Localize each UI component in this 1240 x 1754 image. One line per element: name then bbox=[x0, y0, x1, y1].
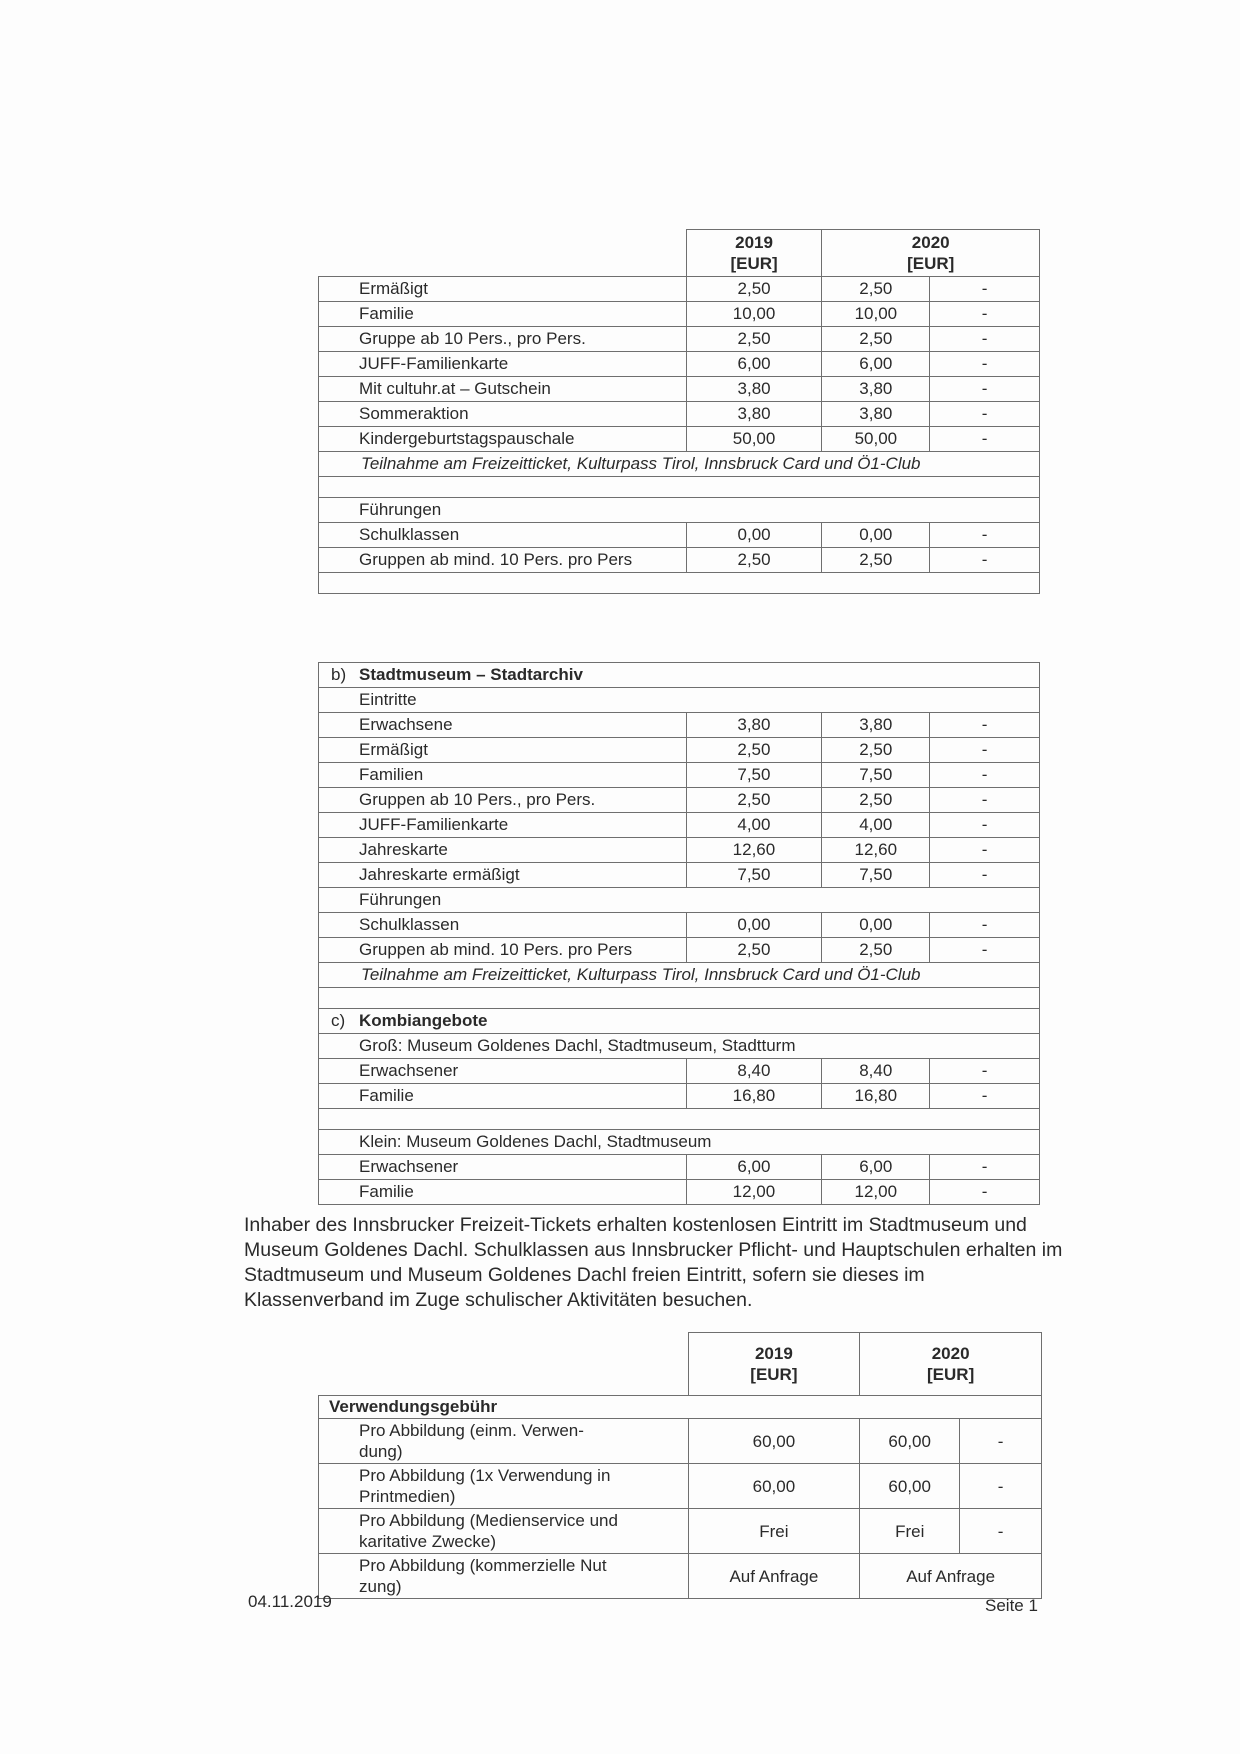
gross-label-row: Groß: Museum Goldenes Dachl, Stadtmuseum, Stadtturm bbox=[319, 1034, 1040, 1059]
table-row: Sommeraktion 3,80 3,80 - bbox=[319, 402, 1040, 427]
section-row: Verwendungsgebühr bbox=[319, 1396, 1042, 1419]
table-row: Gruppe ab 10 Pers., pro Pers. 2,50 2,50 - bbox=[319, 327, 1040, 352]
fuehrungen-label-row: Führungen bbox=[319, 498, 1040, 523]
table-row: Ermäßigt 2,50 2,50 - bbox=[319, 277, 1040, 302]
table-row: Schulklassen 0,00 0,00 - bbox=[319, 523, 1040, 548]
table-row: Familie 10,00 10,00 - bbox=[319, 302, 1040, 327]
table-row: Pro Abbildung (kommerzielle Nut zung) Auf Anfrage Auf Anfrage bbox=[319, 1554, 1042, 1599]
price-table-verwendungsgebuehr bbox=[318, 1332, 1042, 1599]
table-row: Pro Abbildung (1x Verwendung in Printmedien) 60,00 60,00 - bbox=[319, 1464, 1042, 1509]
table-row: Pro Abbildung (einm. Verwen- dung) 60,00 60,00 - bbox=[319, 1419, 1042, 1464]
klein-label-row: Klein: Museum Goldenes Dachl, Stadtmuseum bbox=[319, 1130, 1040, 1155]
header-2020: 2020 [EUR] bbox=[822, 230, 1040, 277]
table-row: Kindergeburtstagspauschale 50,00 50,00 - bbox=[319, 427, 1040, 452]
eintritte-label-row: Eintritte bbox=[319, 688, 1040, 713]
table-row: Pro Abbildung (Medienservice und karitative Zwecke) Frei Frei - bbox=[319, 1509, 1042, 1554]
table-row: Erwachsener 8,40 8,40 - bbox=[319, 1059, 1040, 1084]
section-b-row: b) Stadtmuseum – Stadtarchiv bbox=[319, 663, 1040, 688]
footer-date: 04.11.2019 bbox=[248, 1592, 332, 1611]
header-2019: 2019 [EUR] bbox=[688, 1333, 860, 1396]
table-row: Jahreskarte 12,60 12,60 - bbox=[319, 838, 1040, 863]
partner-note-row: Teilnahme am Freizeitticket, Kulturpass Tirol, Innsbruck Card und Ö1-Club bbox=[319, 452, 1040, 477]
price-table-stadtmuseum bbox=[318, 662, 1040, 1205]
table-row: Gruppen ab mind. 10 Pers. pro Pers 2,50 2,50 - bbox=[319, 548, 1040, 573]
header-2020: 2020 [EUR] bbox=[860, 1333, 1042, 1396]
info-paragraph: Inhaber des Innsbrucker Freizeit-Tickets erhalten kostenlosen Eintritt im Stadtmuseum und Museum Goldenes Dachl. Schulklassen aus Innsbrucker Pflicht- und Hauptschulen erhalten im Stadtmuseum und Museum Goldenes Dachl freien Eintritt, sofern sie dieses im Klassenverband im Zuge schulischer Aktivitäten besuchen. bbox=[244, 1214, 1063, 1311]
fuehrungen-label-row: Führungen bbox=[319, 888, 1040, 913]
table-row: Mit cultuhr.at – Gutschein 3,80 3,80 - bbox=[319, 377, 1040, 402]
price-table-museum-goldenes-dachl bbox=[318, 229, 1040, 594]
table-row: Erwachsene 3,80 3,80 - bbox=[319, 713, 1040, 738]
footer-page-number: Seite 1 bbox=[985, 1596, 1038, 1615]
header-2019: 2019 [EUR] bbox=[686, 230, 822, 277]
table-row: JUFF-Familienkarte 4,00 4,00 - bbox=[319, 813, 1040, 838]
table-row: Familie 16,80 16,80 - bbox=[319, 1084, 1040, 1109]
table-row: Familie 12,00 12,00 - bbox=[319, 1180, 1040, 1205]
table-row: Familien 7,50 7,50 - bbox=[319, 763, 1040, 788]
table-row: Gruppen ab 10 Pers., pro Pers. 2,50 2,50 - bbox=[319, 788, 1040, 813]
table-row: Schulklassen 0,00 0,00 - bbox=[319, 913, 1040, 938]
table-row: Jahreskarte ermäßigt 7,50 7,50 - bbox=[319, 863, 1040, 888]
table-row: Ermäßigt 2,50 2,50 - bbox=[319, 738, 1040, 763]
table-row: JUFF-Familienkarte 6,00 6,00 - bbox=[319, 352, 1040, 377]
table-row: Erwachsener 6,00 6,00 - bbox=[319, 1155, 1040, 1180]
table-row: Gruppen ab mind. 10 Pers. pro Pers 2,50 2,50 - bbox=[319, 938, 1040, 963]
section-c-row: c) Kombiangebote bbox=[319, 1009, 1040, 1034]
partner-note-row: Teilnahme am Freizeitticket, Kulturpass Tirol, Innsbruck Card und Ö1-Club bbox=[319, 963, 1040, 988]
